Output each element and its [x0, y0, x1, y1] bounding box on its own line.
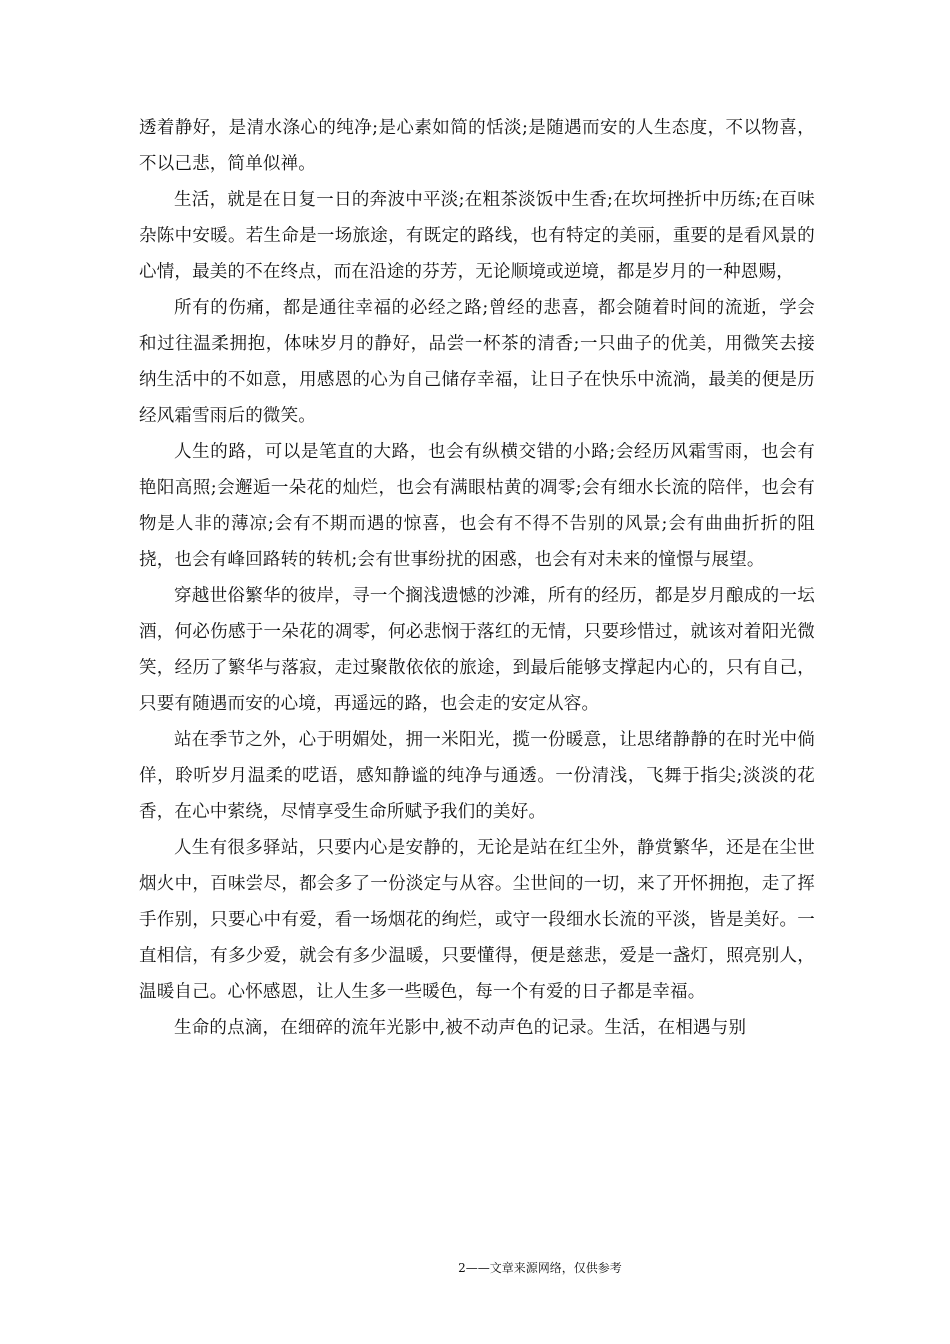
paragraph-2: 生活，就是在日复一日的奔波中平淡;在粗茶淡饭中生香;在坎坷挫折中历练;在百味杂陈中安暖。若生命是一场旅途，有既定的路线，也有特定的美丽，重要的是看风景的心情，最美的不在终点，而在沿途的芬芳，无论顺境或逆境，都是岁月的一种恩赐，: [139, 190, 815, 282]
paragraph-7: 人生有很多驿站，只要内心是安静的，无论是站在红尘外，静赏繁华，还是在尘世烟火中，百味尝尽，都会多了一份淡定与从容。尘世间的一切，来了开怀拥抱，走了挥手作别，只要心中有爱，看一场烟花的绚烂，或守一段细水长流的平淡，皆是美好。一直相信，有多少爱，就会有多少温暖，只要懂得，便是慈悲，爱是一盏灯，照亮别人，温暖自己。心怀感恩，让人生多一些暖色，每一个有爱的日子都是幸福。: [139, 838, 815, 1002]
paragraph-5: 穿越世俗繁华的彼岸，寻一个搁浅遗憾的沙滩，所有的经历，都是岁月酿成的一坛酒，何必伤感于一朵花的凋零，何必悲悯于落红的无情，只要珍惜过，就该对着阳光微笑，经历了繁华与落寂，走过聚散依依的旅途，到最后能够支撑起内心的，只有自己，只要有随遇而安的心境，再遥远的路，也会走的安定从容。: [139, 586, 815, 714]
paragraph-1: 透着静好，是清水涤心的纯净;是心素如简的恬淡;是随遇而安的人生态度，不以物喜，不以己悲，简单似禅。: [139, 118, 815, 174]
page-footer: 2——文章来源网络，仅供参考: [458, 1261, 622, 1275]
paragraph-8: 生命的点滴，在细碎的流年光影中,被不动声色的记录。生活，在相遇与别: [174, 1018, 747, 1038]
article-body: [139, 110, 815, 1046]
paragraph-4: 人生的路，可以是笔直的大路，也会有纵横交错的小路;会经历风霜雪雨，也会有艳阳高照;会邂逅一朵花的灿烂，也会有满眼枯黄的凋零;会有细水长流的陪伴，也会有物是人非的薄凉;会有不期而遇的惊喜，也会有不得不告别的风景;会有曲曲折折的阻挠，也会有峰回路转的转机;会有世事纷扰的困惑，也会有对未来的憧憬与展望。: [139, 442, 815, 570]
paragraph-3: 所有的伤痛，都是通往幸福的必经之路;曾经的悲喜，都会随着时间的流逝，学会和过往温柔拥抱，体味岁月的静好，品尝一杯茶的清香;一只曲子的优美，用微笑去接纳生活中的不如意，用感恩的心为自己储存幸福，让日子在快乐中流淌，最美的便是历经风霜雪雨后的微笑。: [139, 298, 815, 426]
paragraph-6: 站在季节之外，心于明媚处，拥一米阳光，揽一份暖意，让思绪静静的在时光中倘佯，聆听岁月温柔的呓语，感知静谧的纯净与通透。一份清浅，飞舞于指尖;淡淡的花香，在心中萦绕，尽情享受生命所赋予我们的美好。: [139, 730, 815, 822]
